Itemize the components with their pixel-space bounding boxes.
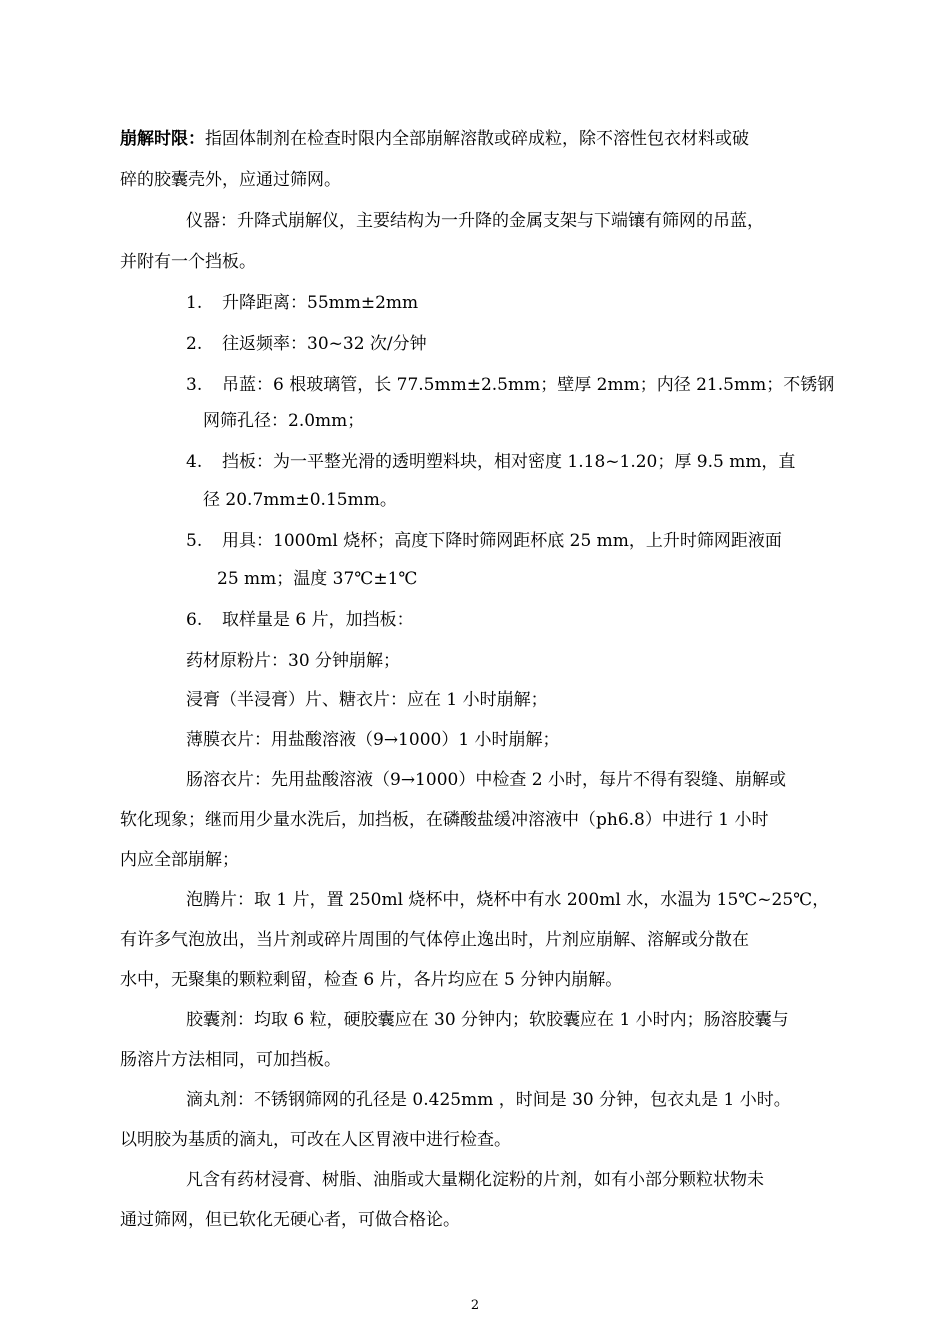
- effervescent-line-1: 泡腾片：取 1 片，置 250ml 烧杯中，烧杯中有水 200ml 水，水温为 15℃~25℃，: [186, 890, 830, 910]
- list-item-continuation: 网筛孔径：2.0mm；: [203, 411, 365, 431]
- list-item-number: 2.: [186, 334, 203, 354]
- enteric-line-2: 软化现象；继而用少量水洗后，加挡板，在磷酸盐缓冲溶液中（ph6.8）中进行 1 小时: [120, 810, 769, 830]
- page-number: 2: [470, 1298, 480, 1313]
- list-item: [186, 374, 834, 396]
- capsule-line-2: 肠溶片方法相同，可加挡板。: [120, 1050, 341, 1070]
- tablet-jingao: 浸膏（半浸膏）片、糖衣片：应在 1 小时崩解；: [186, 690, 548, 710]
- list-item-number: 5.: [186, 531, 203, 551]
- enteric-line-3: 内应全部崩解；: [120, 850, 239, 870]
- list-item-number: 6.: [186, 610, 203, 630]
- effervescent-line-2: 有许多气泡放出，当片剂或碎片周围的气体停止逸出时，片剂应崩解、溶解或分散在: [120, 930, 749, 950]
- list-item-number: 1.: [186, 293, 203, 313]
- effervescent-line-3: 水中，无聚集的颗粒剩留，检查 6 片，各片均应在 5 分钟内崩解。: [120, 970, 623, 990]
- enteric-line-1: 肠溶衣片：先用盐酸溶液（9→1000）中检查 2 小时，每片不得有裂缝、崩解或: [186, 770, 786, 790]
- list-item: [186, 292, 418, 314]
- list-item: [186, 333, 427, 355]
- list-item-continuation: 25 mm；温度 37℃±1℃: [217, 569, 418, 589]
- general-line-1: 凡含有药材浸膏、树脂、油脂或大量糊化淀粉的片剂，如有小部分颗粒状物未: [186, 1170, 764, 1190]
- list-item-text: 升降距离：55mm±2mm: [222, 293, 419, 313]
- list-item-text: 挡板：为一平整光滑的透明塑料块，相对密度 1.18~1.20；厚 9.5 mm，直: [222, 452, 796, 472]
- definition-term: 崩解时限：: [120, 129, 205, 149]
- tablet-yaocai: 药材原粉片：30 分钟崩解；: [186, 651, 401, 671]
- list-item: [186, 451, 795, 473]
- list-item-text: 用具：1000ml 烧杯；高度下降时筛网距杯底 25 mm，上升时筛网距液面: [222, 531, 782, 551]
- instrument-line-1: 仪器：升降式崩解仪，主要结构为一升降的金属支架与下端镶有筛网的吊蓝，: [186, 211, 764, 231]
- tablet-bomo: 薄膜衣片：用盐酸溶液（9→1000）1 小时崩解；: [186, 730, 560, 750]
- dropping-pill-line-2: 以明胶为基质的滴丸，可改在人区胃液中进行检查。: [120, 1130, 511, 1150]
- definition-line-2: 碎的胶囊壳外，应通过筛网。: [120, 170, 341, 190]
- definition-text: 指固体制剂在检查时限内全部崩解溶散或碎成粒，除不溶性包衣材料或破: [205, 129, 749, 149]
- instrument-line-2: 并附有一个挡板。: [120, 252, 256, 272]
- definition-line-1: [120, 128, 749, 150]
- capsule-line-1: 胶囊剂：均取 6 粒，硬胶囊应在 30 分钟内；软胶囊应在 1 小时内；肠溶胶囊与: [186, 1010, 789, 1030]
- list-item-text: 吊蓝：6 根玻璃管，长 77.5mm±2.5mm；壁厚 2mm；内径 21.5mm；不锈钢: [222, 375, 835, 395]
- list-item: [186, 609, 414, 631]
- list-item-text: 取样量是 6 片，加挡板：: [222, 610, 414, 630]
- list-item-text: 往返频率：30~32 次/分钟: [222, 334, 427, 354]
- list-item: [186, 530, 782, 552]
- list-item-number: 3.: [186, 375, 203, 395]
- general-line-2: 通过筛网，但已软化无硬心者，可做合格论。: [120, 1210, 460, 1230]
- list-item-continuation: 径 20.7mm±0.15mm。: [203, 490, 397, 510]
- dropping-pill-line-1: 滴丸剂：不锈钢筛网的孔径是 0.425mm ，时间是 30 分钟，包衣丸是 1 小时。: [186, 1090, 791, 1110]
- list-item-number: 4.: [186, 452, 203, 472]
